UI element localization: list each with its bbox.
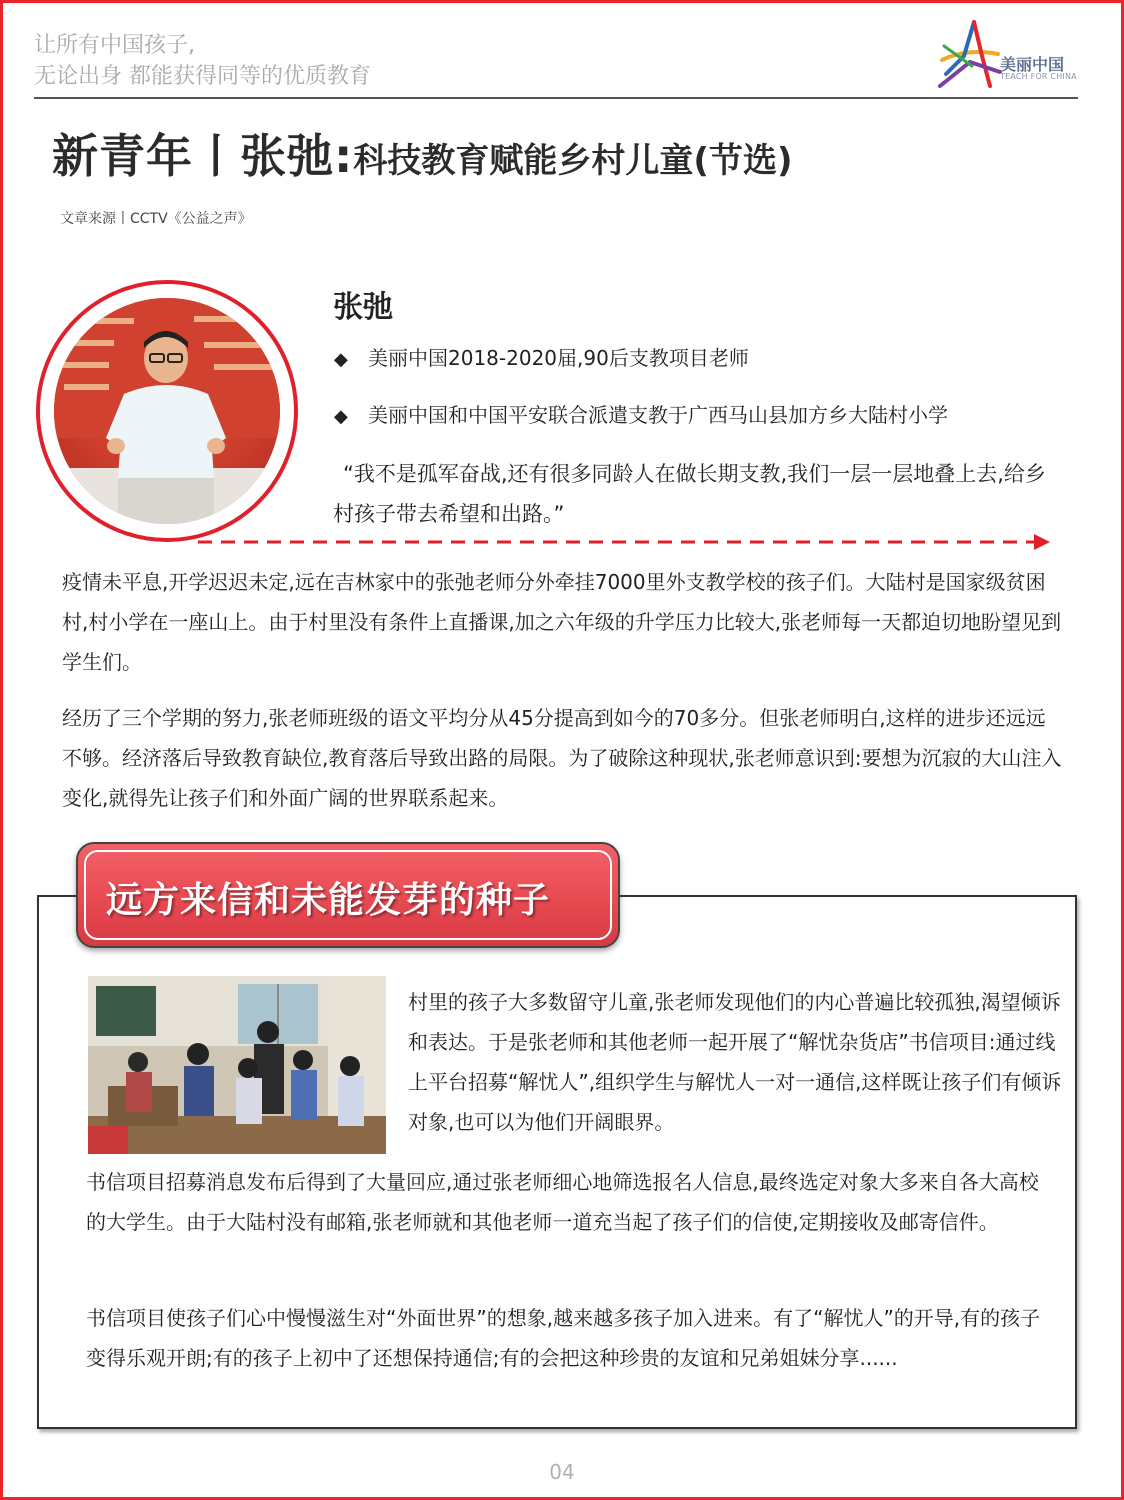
teach-for-china-logo[interactable] (934, 16, 1084, 94)
slogan-line-1: 让所有中国孩子, (34, 33, 195, 58)
body-paragraph-1: 疫情未平息,开学迟迟未定,远在吉林家中的张弛老师分外牵挂7000里外支教学校的孩子们。大陆村是国家级贫困村,村小学在一座山上。由于村里没有条件上直播课,加之六年级的升学压力比较大,张老师每一天都迫切地盼望见到学生们。 (62, 570, 1062, 674)
teacher-portrait (54, 298, 280, 524)
bullet-text: 美丽中国2018-2020届,90后支教项目老师 (368, 346, 749, 370)
section-paragraph-3: 书信项目使孩子们心中慢慢滋生对“外面世界”的想象,越来越多孩子加入进来。有了“解忧人”的开导,有的孩子变得乐观开朗;有的孩子上初中了还想保持通信;有的会把这种珍贵的友谊和兄弟姐妹分享...... (86, 1306, 1041, 1370)
logo-text-cn: 美丽中国 (1000, 55, 1065, 74)
logo-text-en: TEACH FOR CHINA (1000, 72, 1077, 81)
profile-quote: “我不是孤军奋战,还有很多同龄人在做长期支教,我们一层一层地叠上去,给乡村孩子带去希望和出路。” (333, 462, 1046, 526)
header-divider (34, 97, 1078, 99)
section-paragraph-2: 书信项目招募消息发布后得到了大量回应,通过张老师细心地筛选报名人信息,最终选定对象大多来自各大高校的大学生。由于大陆村没有邮箱,张老师就和其他老师一道充当起了孩子们的信使,定期接收及邮寄信件。 (86, 1170, 1039, 1234)
page-number: 04 (549, 1460, 575, 1484)
bullet-text: 美丽中国和中国平安联合派遣支教于广西马山县加方乡大陆村小学 (368, 403, 948, 427)
body-paragraph-2: 经历了三个学期的努力,张老师班级的语文平均分从45分提高到如今的70多分。但张老师明白,这样的进步还远远不够。经济落后导致教育缺位,教育落后导致出路的局限。为了破除这种现状,张老师意识到:要想为沉寂的大山注入变化,就得先让孩子们和外面广阔的世界联系起来。 (62, 706, 1062, 810)
title-sub: 科技教育赋能乡村儿童(节选) (353, 141, 793, 181)
article-source: 文章来源丨CCTV《公益之声》 (60, 211, 252, 227)
diamond-bullet-icon: ◆ (334, 349, 348, 370)
slogan-line-2: 无论出身 都能获得同等的优质教育 (34, 64, 371, 89)
classroom-illustration (88, 976, 386, 1154)
portrait-illustration (54, 298, 280, 524)
header-slogan (34, 30, 371, 92)
profile-name: 张弛 (333, 290, 393, 325)
dashed-arrow-icon (198, 532, 1058, 552)
classroom-photo (88, 976, 386, 1154)
section-paragraph-1: 村里的孩子大多数留守儿童,张老师发现他们的内心普遍比较孤独,渴望倾诉和表达。于是张老师和其他老师一起开展了“解忧杂货店”书信项目:通过线上平台招募“解忧人”,组织学生与解忧人一对一通信,这样既让孩子们有倾诉对象,也可以为他们开阔眼界。 (408, 990, 1062, 1134)
article-title (52, 120, 792, 186)
section-heading: 远方来信和未能发芽的种子 (106, 880, 551, 921)
diamond-bullet-icon: ◆ (334, 406, 348, 427)
section-heading-tag (76, 842, 620, 948)
profile-bullet-1 (334, 342, 749, 371)
star-logo-icon (934, 16, 1004, 94)
title-main: 新青年丨张弛: (52, 129, 354, 183)
profile-bullet-2 (334, 399, 948, 428)
